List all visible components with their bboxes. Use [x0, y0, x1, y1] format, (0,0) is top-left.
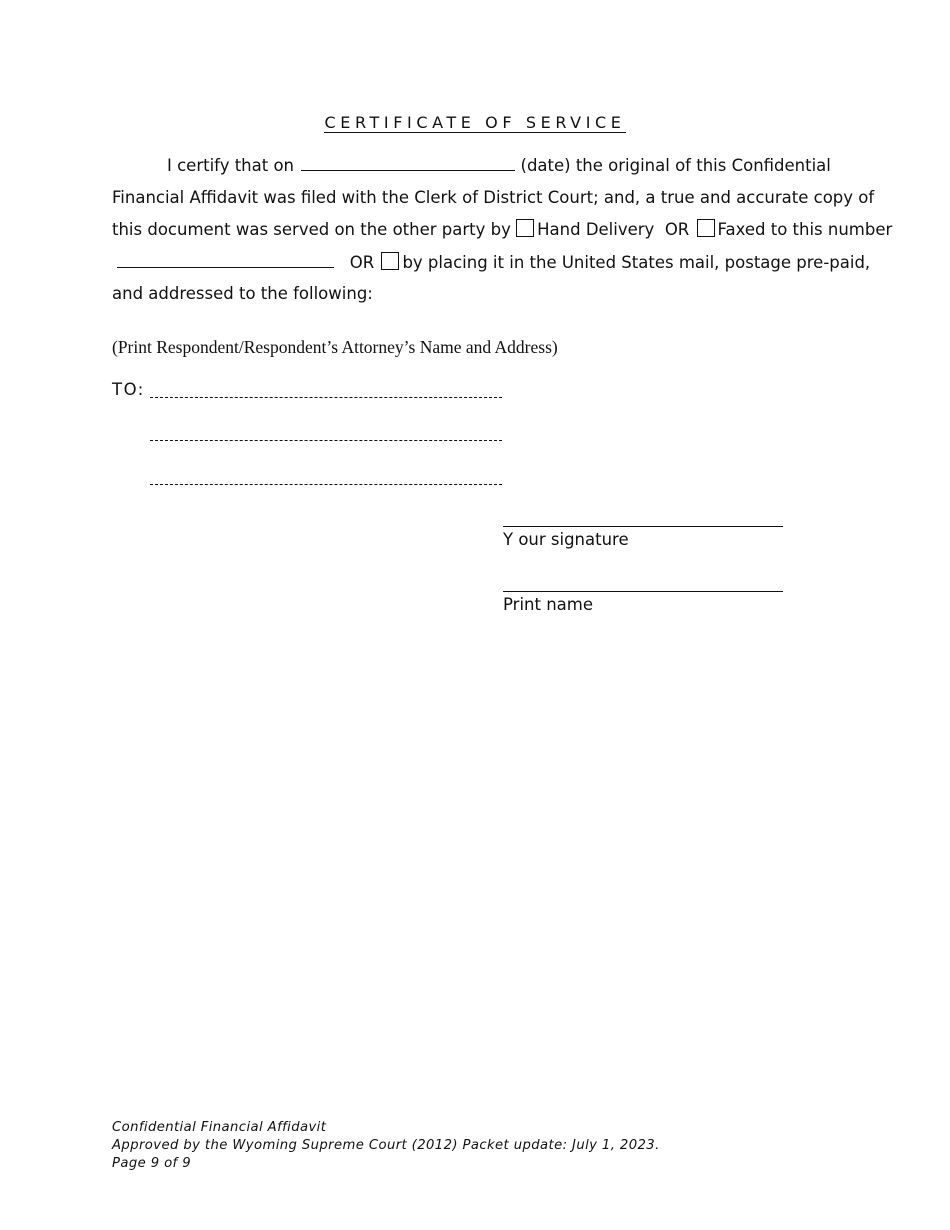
footer-form-name: Confidential Financial Affidavit — [112, 1120, 327, 1135]
or-label: OR — [664, 220, 690, 239]
faxed-checkbox[interactable] — [697, 219, 715, 237]
served-by-text: this document was served on the other party by — [112, 220, 511, 239]
certify-line-1 — [167, 154, 831, 177]
your-signature-label: Y our signature — [503, 530, 629, 549]
certify-line-2-text: Financial Affidavit was filed with the Clerk of District Court; and, a true and accurate copy of — [112, 188, 875, 207]
hand-delivery-label: Hand Delivery — [537, 220, 655, 239]
addressed-text: and addressed to the following: — [112, 284, 373, 303]
certify-date-suffix: (date) the original of this Confidential — [520, 156, 831, 175]
certify-line-4 — [117, 251, 870, 274]
mail-label: by placing it in the United States mail, postage pre-paid, — [402, 253, 871, 272]
address-line-3[interactable] — [150, 484, 502, 485]
hand-delivery-checkbox[interactable] — [516, 219, 534, 237]
certify-prefix: I certify that on — [167, 156, 295, 175]
or-label: OR — [349, 253, 375, 272]
certify-line-3 — [112, 219, 892, 241]
mail-checkbox[interactable] — [381, 252, 399, 270]
print-name-line[interactable] — [503, 591, 783, 592]
faxed-label: Faxed to this number — [717, 220, 893, 239]
date-field[interactable] — [301, 154, 515, 171]
address-line-1[interactable] — [150, 397, 502, 398]
print-name-label: Print name — [503, 595, 593, 614]
page-footer — [112, 1119, 660, 1173]
certify-line-5 — [112, 283, 373, 305]
footer-page-number: Page 9 of 9 — [112, 1156, 191, 1171]
print-instruction: (Print Respondent/Respondent’s Attorney’s Name and Address) — [112, 337, 558, 357]
certify-line-2 — [112, 187, 874, 209]
page-title-text: CERTIFICATE OF SERVICE — [324, 113, 626, 132]
address-line-2[interactable] — [150, 440, 502, 441]
fax-number-field[interactable] — [117, 251, 334, 268]
signature-line[interactable] — [503, 526, 783, 527]
page-title — [0, 112, 950, 134]
to-label: TO: — [112, 380, 145, 399]
footer-approval: Approved by the Wyoming Supreme Court (2012) Packet update: July 1, 2023. — [112, 1138, 660, 1153]
